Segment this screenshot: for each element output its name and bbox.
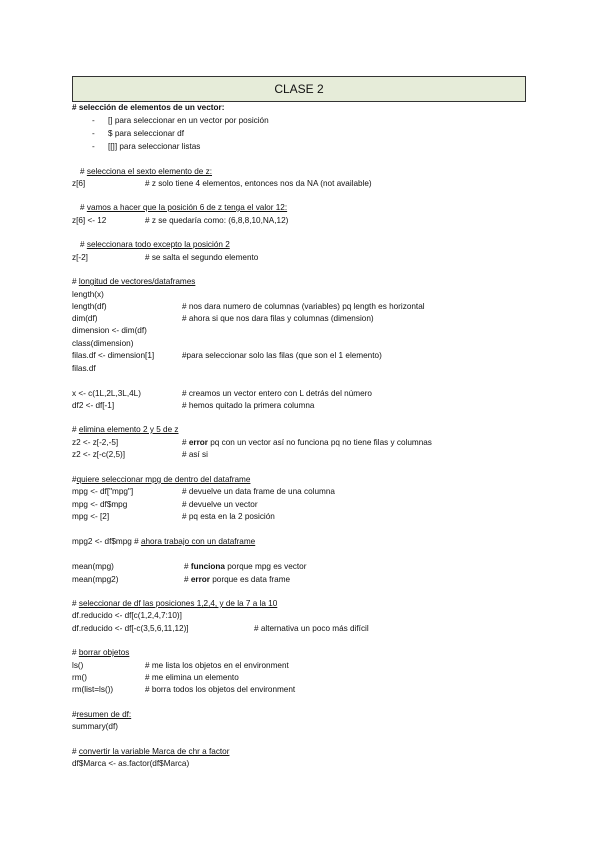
comment-line: # seleccionar de df las posiciones 1,2,4, y de la 7 a la 10	[72, 599, 278, 608]
code-line: mpg <- [2]	[72, 512, 110, 521]
comment-line: #quiere seleccionar mpg de dentro del dataframe	[72, 475, 251, 484]
code-comment: #para seleccionar solo las filas (que son el 1 elemento)	[182, 351, 382, 360]
code-comment: # nos dara numero de columnas (variables) pq length es horizontal	[182, 302, 425, 311]
code-line: mean(mpg)	[72, 562, 114, 571]
code-comment: # hemos quitado la primera columna	[182, 401, 315, 410]
code-comment: # error pq con un vector así no funciona pq no tiene filas y columnas	[182, 438, 432, 447]
code-line: df.reducido <- df[-c(3,5,6,11,12)]	[72, 624, 189, 633]
code-line: filas.df	[72, 364, 96, 373]
code-line: df2 <- df[-1]	[72, 401, 115, 410]
code-line: mean(mpg2)	[72, 575, 119, 584]
code-line: mpg2 <- df$mpg # ahora trabajo con un dataframe	[72, 537, 256, 546]
code-line: x <- c(1L,2L,3L,4L)	[72, 389, 141, 398]
comment-line: # borrar objetos	[72, 648, 130, 657]
code-line: z[-2]	[72, 253, 88, 262]
code-comment: # devuelve un data frame de una columna	[182, 487, 335, 496]
code-comment: # funciona porque mpg es vector	[184, 562, 307, 571]
code-comment: # z se quedaría como: (6,8,8,10,NA,12)	[145, 216, 289, 225]
code-line: class(dimension)	[72, 339, 134, 348]
code-line: filas.df <- dimension[1]	[72, 351, 155, 360]
code-line: dim(df)	[72, 314, 98, 323]
code-comment: # devuelve un vector	[182, 500, 258, 509]
comment-line: # selecciona el sexto elemento de z:	[80, 167, 213, 176]
code-comment: # me elimina un elemento	[145, 673, 239, 682]
code-comment: # error porque es data frame	[184, 575, 291, 584]
code-line: df.reducido <- df[c(1,2,4,7:10)]	[72, 611, 182, 620]
comment-line: # convertir la variable Marca de chr a factor	[72, 747, 230, 756]
comment-line: # vamos a hacer que la posición 6 de z tenga el valor 12:	[80, 203, 288, 212]
code-line: summary(df)	[72, 722, 118, 731]
code-line: mpg <- df["mpg"]	[72, 487, 134, 496]
code-comment: # ahora si que nos dara filas y columnas (dimension)	[182, 314, 374, 323]
code-line: rm()	[72, 673, 87, 682]
code-line: rm(list=ls())	[72, 685, 114, 694]
code-line: dimension <- dim(df)	[72, 326, 147, 335]
code-comment: # así si	[182, 450, 208, 459]
code-line: z2 <- z[-2,-5]	[72, 438, 119, 447]
code-comment: # z solo tiene 4 elementos, entonces nos da NA (not available)	[145, 179, 372, 188]
code-line: z[6]	[72, 179, 86, 188]
code-comment: # alternativa un poco más difícil	[254, 624, 369, 633]
page-title: CLASE 2	[72, 76, 526, 102]
bullet-item: [] para seleccionar en un vector por posición	[108, 116, 269, 125]
section-heading: # selección de elementos de un vector:	[72, 103, 225, 112]
bullet-item: $ para seleccionar df	[108, 129, 185, 138]
comment-line: # longitud de vectores/dataframes	[72, 277, 196, 286]
code-comment: # creamos un vector entero con L detrás del número	[182, 389, 372, 398]
bullet-dash: -	[92, 142, 95, 151]
bullet-dash: -	[92, 116, 95, 125]
code-line: length(x)	[72, 290, 104, 299]
code-line: ls()	[72, 661, 84, 670]
code-comment: # se salta el segundo elemento	[145, 253, 259, 262]
comment-line: #resumen de df:	[72, 710, 132, 719]
code-line: z2 <- z[-c(2,5)]	[72, 450, 126, 459]
code-line: df$Marca <- as.factor(df$Marca)	[72, 759, 190, 768]
comment-line: # elimina elemento 2 y 5 de z	[72, 425, 179, 434]
bullet-dash: -	[92, 129, 95, 138]
code-line: length(df)	[72, 302, 107, 311]
comment-line: # seleccionara todo excepto la posición 2	[80, 240, 230, 249]
code-line: z[6] <- 12	[72, 216, 107, 225]
code-comment: # borra todos los objetos del environment	[145, 685, 296, 694]
code-line: mpg <- df$mpg	[72, 500, 128, 509]
bullet-item: [[]] para seleccionar listas	[108, 142, 201, 151]
code-comment: # pq esta en la 2 posición	[182, 512, 275, 521]
code-comment: # me lista los objetos en el environment	[145, 661, 289, 670]
